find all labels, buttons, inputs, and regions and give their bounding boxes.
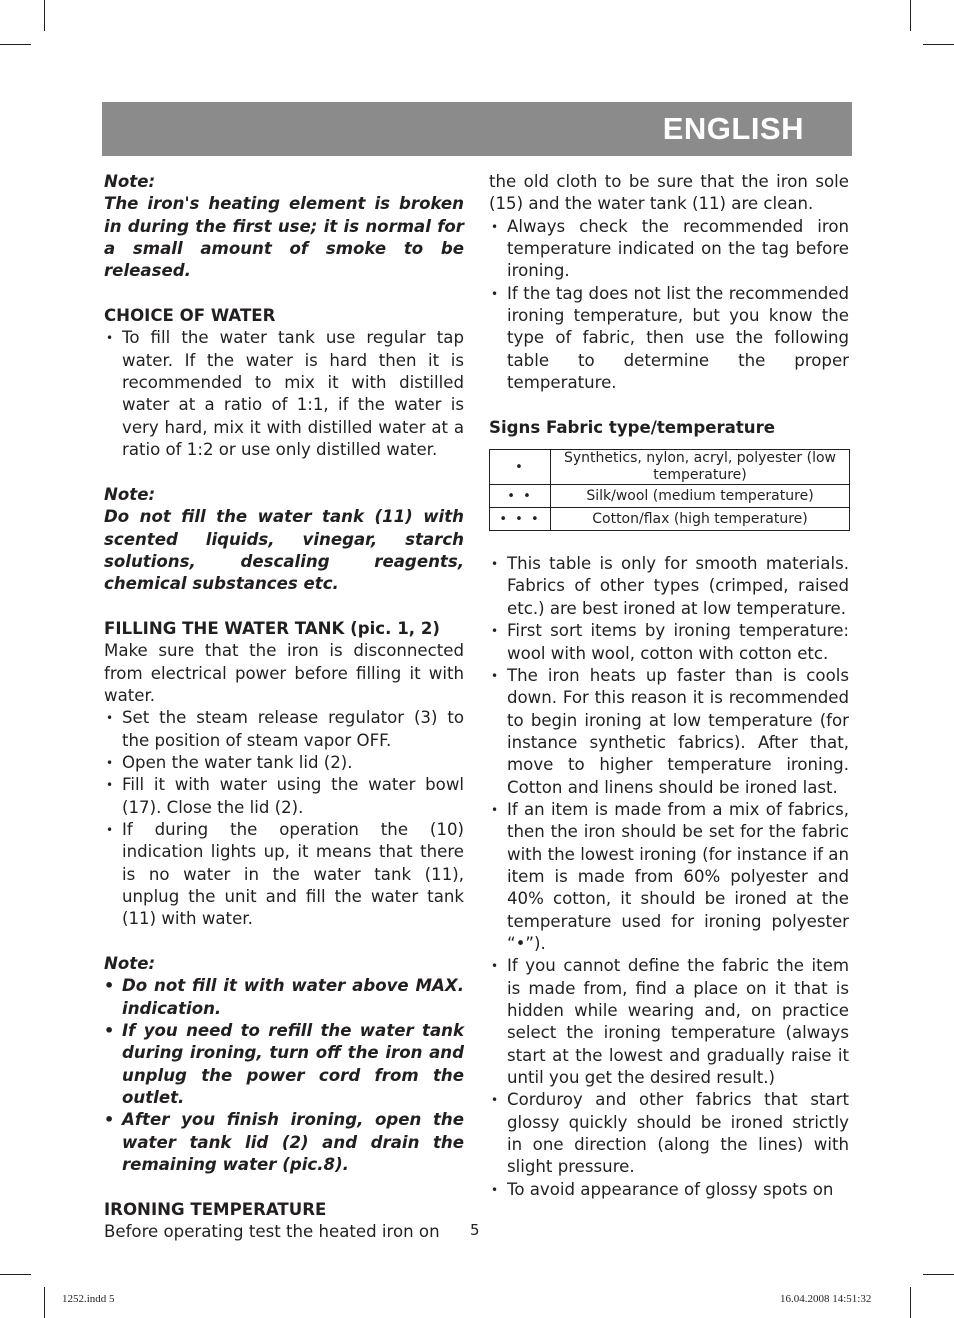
date-slug: 16.04.2008 14:51:32 <box>780 1293 872 1305</box>
list-item: • The iron heats up faster than is cools down. For this reason it is recommended to begin ironing at low temperature (for instance synthetic fabrics). After that, move to higher temperature ironing. Cotton and linens should be ironed last. <box>489 665 849 799</box>
table-cell-fabric: Synthetics, nylon, acryl, polyester (low temperature) <box>551 450 850 485</box>
list-item: • After you finish ironing, open the water tank lid (2) and drain the remaining water (pic.8). <box>104 1109 464 1176</box>
list-item: • Do not fill it with water above MAX. indication. <box>104 975 464 1020</box>
list-item: • Corduroy and other fabrics that start glossy quickly should be ironed strictly in one direction (along the lines) with slight pressure. <box>489 1089 849 1178</box>
table-row <box>490 450 850 485</box>
crop-mark <box>910 0 911 31</box>
section-heading: CHOICE OF WATER <box>104 306 276 326</box>
crop-mark <box>44 1287 45 1318</box>
list-item: • If during the operation the (10) indication lights up, it means that there is no water in the water tank (11), unplug the unit and fill the water tank (11) with water. <box>104 819 464 931</box>
section-heading: IRONING TEMPERATURE <box>104 1199 327 1219</box>
note-label: Note: <box>104 954 156 974</box>
table-cell-sign: • • <box>490 485 551 508</box>
table-cell-fabric: Silk/wool (medium temperature) <box>551 485 850 508</box>
note-list <box>104 975 464 1176</box>
temperature-table <box>489 449 850 531</box>
list-item: • If you cannot define the fabric the item is made from, find a place on it that is hidden while wearing and, on practice select the ironing temperature (always start at the lowest and gradually raise it until you get the desired result.) <box>489 955 849 1089</box>
table-cell-sign: • <box>490 450 551 485</box>
crop-mark <box>0 44 31 45</box>
note-label: Note: <box>104 484 156 504</box>
list-item: • Always check the recommended iron temperature indicated on the tag before ironing. <box>489 216 849 283</box>
crop-mark <box>44 0 45 31</box>
crop-mark <box>910 1287 911 1318</box>
crop-mark <box>923 44 954 45</box>
page-number: 5 <box>470 1221 480 1239</box>
table-heading: Signs Fabric type/temperature <box>489 417 776 437</box>
section-heading: FILLING THE WATER TANK (pic. 1, 2) <box>104 618 440 638</box>
list-item: • If the tag does not list the recommended ironing temperature, but you know the type of fabric, then use the following table to determine the proper temperature. <box>489 283 849 395</box>
note-label: Note: <box>104 172 156 191</box>
section-title: ENGLISH <box>662 111 804 146</box>
paragraph: the old cloth to be sure that the iron sole (15) and the water tank (11) are clean. <box>489 172 849 214</box>
note-text: Do not fill the water tank (11) with scented liquids, vinegar, starch solutions, descaling reagents, chemical substances etc. <box>104 507 464 594</box>
list-item: • Fill it with water using the water bowl (17). Close the lid (2). <box>104 774 464 819</box>
paragraph: Before operating test the heated iron on <box>104 1222 440 1242</box>
left-column <box>104 171 464 1244</box>
right-column <box>489 171 849 1201</box>
note-text: The iron's heating element is broken in during the first use; it is normal for a small amount of smoke to be released. <box>104 194 464 281</box>
paragraph: Make sure that the iron is disconnected from electrical power before filling it with water. <box>104 641 464 705</box>
list-item: • Set the steam release regulator (3) to the position of steam vapor OFF. <box>104 707 464 752</box>
table-cell-sign: • • • <box>490 508 551 531</box>
bullet-list <box>104 327 464 461</box>
bullet-list <box>489 553 849 1201</box>
list-item: • To fill the water tank use regular tap water. If the water is hard then it is recommended to mix it with distilled water at a ratio of 1:1, if the water is very hard, mix it with distilled water at a ratio of 1:2 or use only distilled water. <box>104 327 464 461</box>
bullet-list <box>104 707 464 930</box>
table-row <box>490 508 850 531</box>
bullet-list <box>489 216 849 395</box>
list-item: • This table is only for smooth materials. Fabrics of other types (crimped, raised etc.) are best ironed at low temperature. <box>489 553 849 620</box>
crop-mark <box>0 1274 31 1275</box>
file-slug: 1252.indd 5 <box>62 1293 115 1305</box>
list-item: • Open the water tank lid (2). <box>104 752 464 774</box>
table-row <box>490 485 850 508</box>
list-item: • To avoid appearance of glossy spots on <box>489 1179 849 1201</box>
section-header-bar <box>102 102 852 156</box>
crop-mark <box>923 1274 954 1275</box>
list-item: • If you need to refill the water tank during ironing, turn off the iron and unplug the power cord from the outlet. <box>104 1020 464 1109</box>
table-cell-fabric: Cotton/flax (high temperature) <box>551 508 850 531</box>
list-item: • If an item is made from a mix of fabrics, then the iron should be set for the fabric with the lowest ironing (for instance if an item is made from 60% polyester and 40% cotton, it should be ironed at the temperature used for ironing polyester “•”). <box>489 799 849 955</box>
list-item: • First sort items by ironing temperature: wool with wool, cotton with cotton etc. <box>489 620 849 665</box>
